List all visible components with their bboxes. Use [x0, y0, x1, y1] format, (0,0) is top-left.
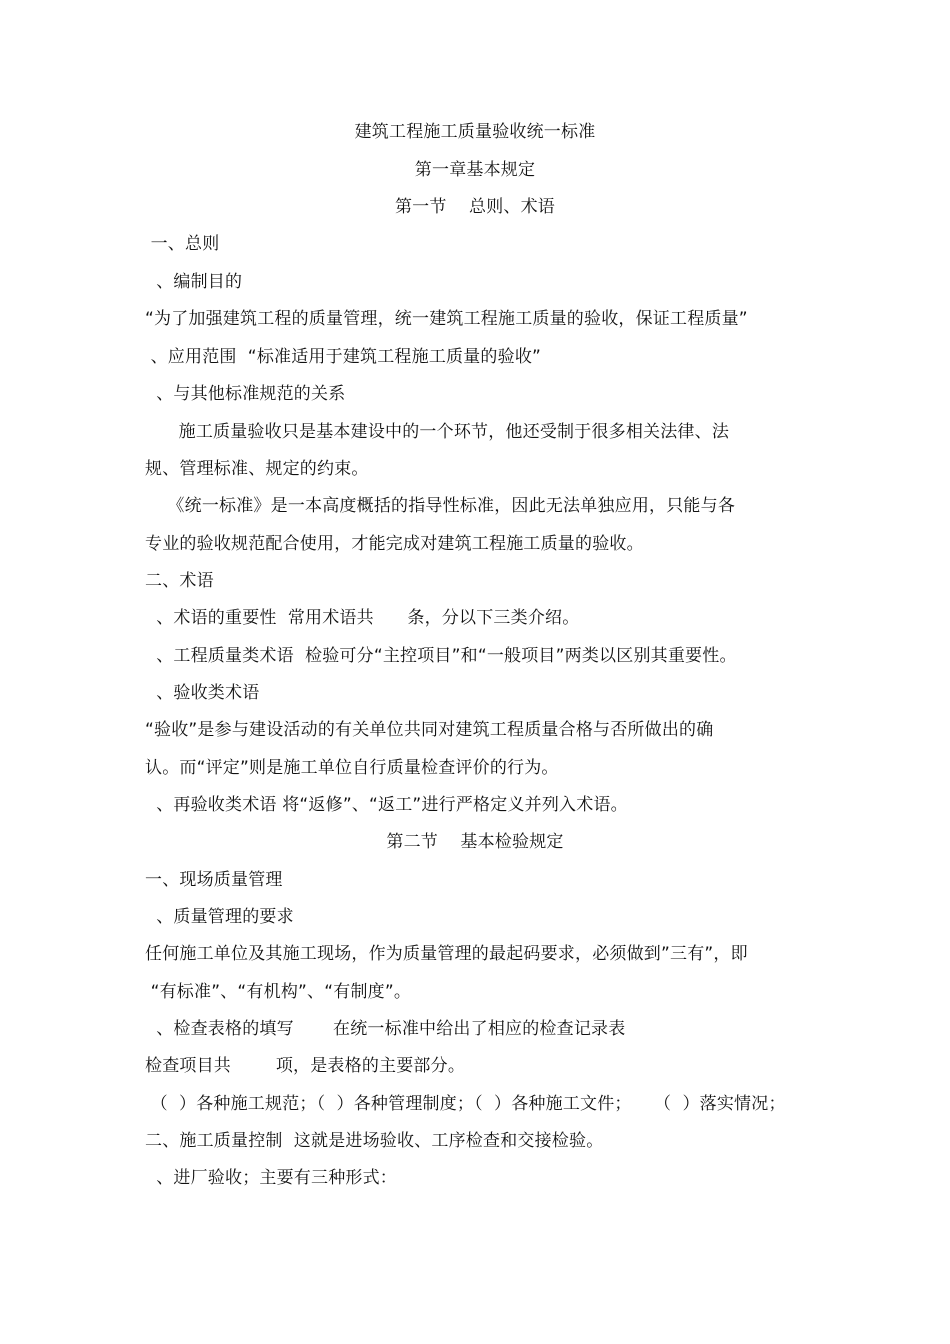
text-line: （ ）各种施工规范；（ ）各种管理制度；（ ）各种施工文件； （ ）落实情况； — [145, 1094, 786, 1114]
text-line: 规、管理标准、规定的约束。 — [145, 459, 369, 479]
text-line: 、与其他标准规范的关系 — [145, 384, 346, 404]
text-line: 、质量管理的要求 — [145, 907, 294, 927]
text-line: 检查项目共 项，是表格的主要部分。 — [145, 1056, 466, 1076]
chapter-heading: 第一章基本规定 — [414, 160, 536, 180]
section-heading-2: 第二节 基本检验规定 — [386, 832, 564, 852]
text-line: 二、施工质量控制 这就是进场验收、工序检查和交接检验。 — [145, 1131, 604, 1151]
text-line: 、术语的重要性 常用术语共 条，分以下三类介绍。 — [145, 608, 580, 628]
text-line: “为了加强建筑工程的质量管理，统一建筑工程施工质量的验收，保证工程质量” — [145, 309, 748, 329]
section-heading-1: 第一节 总则、术语 — [394, 197, 555, 217]
text-line: 认。而“评定”则是施工单位自行质量检查评价的行为。 — [145, 758, 559, 778]
text-line: 、进厂验收；主要有三种形式： — [145, 1168, 398, 1188]
text-line: 专业的验收规范配合使用，才能完成对建筑工程施工质量的验收。 — [145, 534, 644, 554]
text-line: “有标准”、“有机构”、“有制度”。 — [145, 982, 412, 1002]
text-line: 、应用范围 “标准适用于建筑工程施工质量的验收” — [145, 347, 542, 367]
text-line: 、再验收类术语 将“返修”、“返工”进行严格定义并列入术语。 — [145, 795, 628, 815]
text-line: 、工程质量类术语 检验可分“主控项目”和“一般项目”两类以区别其重要性。 — [145, 646, 737, 666]
text-line: 任何施工单位及其施工现场，作为质量管理的最起码要求，必须做到”三有”，即 — [145, 944, 748, 964]
text-line: 施工质量验收只是基本建设中的一个环节，他还受制于很多相关法律、法 — [145, 422, 730, 442]
text-line: 、编制目的 — [145, 272, 243, 292]
text-line: 一、总则 — [145, 234, 220, 254]
text-line: 二、术语 — [145, 571, 214, 591]
text-line: 一、现场质量管理 — [145, 870, 283, 890]
text-line: 、检查表格的填写 在统一标准中给出了相应的检查记录表 — [145, 1019, 626, 1039]
document-title: 建筑工程施工质量验收统一标准 — [354, 122, 596, 142]
text-line: 、验收类术语 — [145, 683, 260, 703]
text-line: 《统一标准》是一本高度概括的指导性标准，因此无法单独应用，只能与各 — [145, 496, 736, 516]
text-line: “验收”是参与建设活动的有关单位共同对建筑工程质量合格与否所做出的确 — [145, 720, 714, 740]
